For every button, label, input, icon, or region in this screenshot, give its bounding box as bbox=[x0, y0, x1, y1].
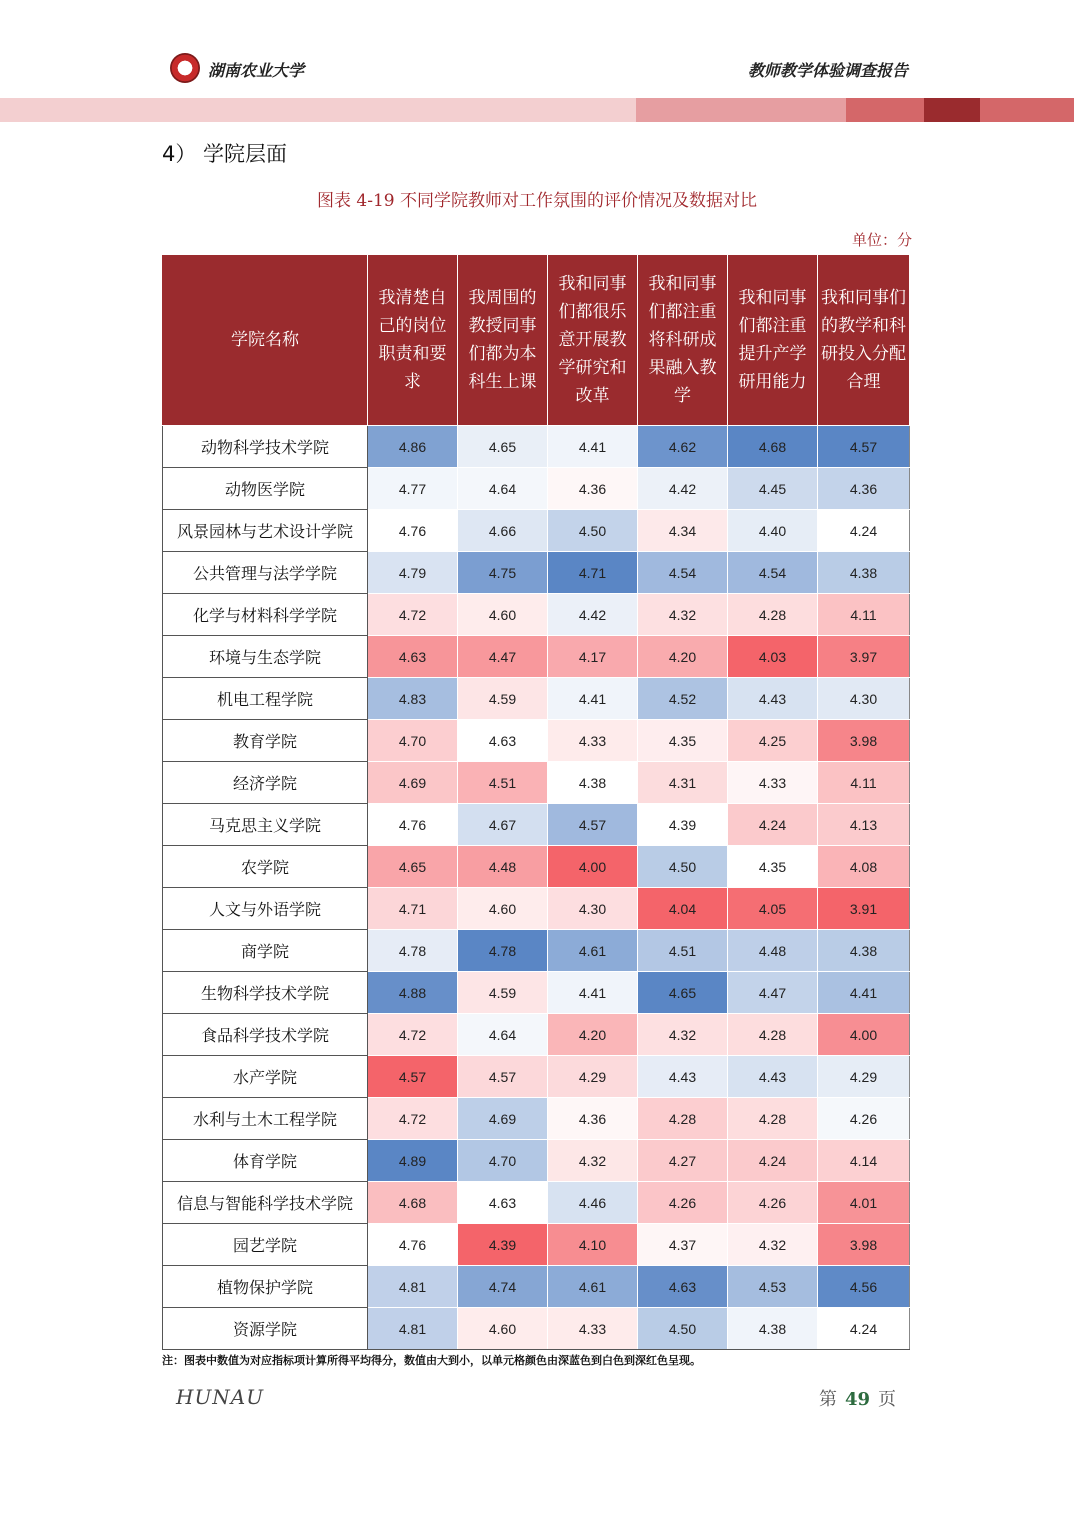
score-cell: 4.33 bbox=[728, 762, 818, 804]
score-cell: 4.41 bbox=[818, 972, 910, 1014]
score-cell: 4.37 bbox=[638, 1224, 728, 1266]
score-cell: 4.13 bbox=[818, 804, 910, 846]
college-name-cell: 食品科学技术学院 bbox=[163, 1014, 368, 1056]
page-number-label bbox=[819, 1385, 896, 1411]
score-cell: 4.57 bbox=[368, 1056, 458, 1098]
table-row bbox=[163, 846, 910, 888]
score-cell: 4.26 bbox=[818, 1098, 910, 1140]
table-row bbox=[163, 1224, 910, 1266]
score-cell: 4.43 bbox=[728, 678, 818, 720]
score-cell: 4.69 bbox=[368, 762, 458, 804]
table-row bbox=[163, 804, 910, 846]
table-row bbox=[163, 930, 910, 972]
score-cell: 4.72 bbox=[368, 594, 458, 636]
score-cell: 4.43 bbox=[638, 1056, 728, 1098]
column-header-6: 我和同事们的教学和科研投入分配合理 bbox=[818, 255, 910, 426]
score-cell: 4.68 bbox=[368, 1182, 458, 1224]
score-cell: 4.57 bbox=[458, 1056, 548, 1098]
score-cell: 4.10 bbox=[548, 1224, 638, 1266]
table-row bbox=[163, 1266, 910, 1308]
page-prefix: 第 bbox=[818, 1389, 837, 1410]
college-name-cell: 植物保护学院 bbox=[163, 1266, 368, 1308]
score-cell: 4.71 bbox=[368, 888, 458, 930]
score-cell: 4.47 bbox=[458, 636, 548, 678]
college-name-cell: 人文与外语学院 bbox=[163, 888, 368, 930]
score-cell: 4.28 bbox=[638, 1098, 728, 1140]
score-cell: 4.32 bbox=[638, 594, 728, 636]
score-cell: 4.41 bbox=[548, 678, 638, 720]
figure-caption: 图表 4-19 不同学院教师对工作氛围的评价情况及数据对比 bbox=[317, 191, 757, 211]
score-cell: 4.27 bbox=[638, 1140, 728, 1182]
score-cell: 4.50 bbox=[638, 1308, 728, 1350]
column-header-2: 我周围的教授同事们都为本科生上课 bbox=[458, 255, 548, 426]
table-row bbox=[163, 594, 910, 636]
college-name-cell: 农学院 bbox=[163, 846, 368, 888]
score-cell: 4.64 bbox=[458, 468, 548, 510]
score-cell: 3.98 bbox=[818, 720, 910, 762]
page-number: 49 bbox=[844, 1389, 870, 1410]
table-row bbox=[163, 1182, 910, 1224]
score-cell: 4.32 bbox=[728, 1224, 818, 1266]
score-cell: 4.72 bbox=[368, 1014, 458, 1056]
table-row bbox=[163, 1308, 910, 1350]
score-cell: 4.65 bbox=[638, 972, 728, 1014]
score-cell: 4.39 bbox=[458, 1224, 548, 1266]
score-cell: 4.26 bbox=[638, 1182, 728, 1224]
page-suffix: 页 bbox=[878, 1389, 896, 1410]
score-cell: 4.54 bbox=[638, 552, 728, 594]
score-cell: 4.24 bbox=[818, 1308, 910, 1350]
score-cell: 4.56 bbox=[818, 1266, 910, 1308]
score-cell: 4.35 bbox=[638, 720, 728, 762]
score-cell: 4.28 bbox=[728, 594, 818, 636]
table-row bbox=[163, 426, 910, 468]
score-cell: 4.69 bbox=[458, 1098, 548, 1140]
score-cell: 4.17 bbox=[548, 636, 638, 678]
score-cell: 4.51 bbox=[458, 762, 548, 804]
college-name-cell: 经济学院 bbox=[163, 762, 368, 804]
college-name-cell: 水利与土木工程学院 bbox=[163, 1098, 368, 1140]
college-name-cell: 体育学院 bbox=[163, 1140, 368, 1182]
college-name-cell: 风景园林与艺术设计学院 bbox=[163, 510, 368, 552]
table-row bbox=[163, 888, 910, 930]
score-cell: 4.36 bbox=[818, 468, 910, 510]
score-cell: 4.11 bbox=[818, 594, 910, 636]
score-cell: 4.40 bbox=[728, 510, 818, 552]
score-cell: 4.04 bbox=[638, 888, 728, 930]
score-cell: 4.34 bbox=[638, 510, 728, 552]
score-cell: 4.64 bbox=[458, 1014, 548, 1056]
score-cell: 4.79 bbox=[368, 552, 458, 594]
score-cell: 4.59 bbox=[458, 972, 548, 1014]
score-cell: 4.36 bbox=[548, 468, 638, 510]
score-cell: 4.24 bbox=[818, 510, 910, 552]
column-header-3: 我和同事们都很乐意开展教学研究和改革 bbox=[548, 255, 638, 426]
score-cell: 4.88 bbox=[368, 972, 458, 1014]
table-row bbox=[163, 1056, 910, 1098]
score-cell: 4.30 bbox=[818, 678, 910, 720]
score-cell: 4.77 bbox=[368, 468, 458, 510]
score-cell: 4.41 bbox=[548, 426, 638, 468]
score-cell: 4.46 bbox=[548, 1182, 638, 1224]
header-band-end bbox=[980, 98, 1074, 122]
score-cell: 4.30 bbox=[548, 888, 638, 930]
college-name-cell: 教育学院 bbox=[163, 720, 368, 762]
score-cell: 4.60 bbox=[458, 888, 548, 930]
header-university-name: 湖南农业大学 bbox=[208, 61, 305, 80]
score-cell: 4.89 bbox=[368, 1140, 458, 1182]
score-cell: 4.70 bbox=[368, 720, 458, 762]
college-name-cell: 动物科学技术学院 bbox=[163, 426, 368, 468]
score-cell: 4.81 bbox=[368, 1308, 458, 1350]
score-cell: 4.63 bbox=[458, 1182, 548, 1224]
score-cell: 4.47 bbox=[728, 972, 818, 1014]
score-cell: 4.66 bbox=[458, 510, 548, 552]
score-cell: 4.65 bbox=[368, 846, 458, 888]
score-cell: 4.42 bbox=[548, 594, 638, 636]
score-cell: 4.76 bbox=[368, 510, 458, 552]
table-body bbox=[163, 426, 910, 1350]
score-cell: 4.31 bbox=[638, 762, 728, 804]
university-seal-logo bbox=[170, 53, 200, 83]
score-cell: 4.14 bbox=[818, 1140, 910, 1182]
college-name-cell: 机电工程学院 bbox=[163, 678, 368, 720]
score-cell: 4.26 bbox=[728, 1182, 818, 1224]
column-header-5: 我和同事们都注重提升产学研用能力 bbox=[728, 255, 818, 426]
score-cell: 4.50 bbox=[548, 510, 638, 552]
score-cell: 3.91 bbox=[818, 888, 910, 930]
score-cell: 4.65 bbox=[458, 426, 548, 468]
table-header-row bbox=[163, 255, 910, 426]
score-cell: 4.63 bbox=[458, 720, 548, 762]
score-cell: 4.59 bbox=[458, 678, 548, 720]
score-cell: 4.38 bbox=[818, 552, 910, 594]
section-title: 4） 学院层面 bbox=[162, 142, 288, 166]
unit-label: 单位：分 bbox=[851, 231, 912, 249]
score-cell: 4.50 bbox=[638, 846, 728, 888]
score-cell: 4.08 bbox=[818, 846, 910, 888]
table-row bbox=[163, 720, 910, 762]
score-cell: 4.67 bbox=[458, 804, 548, 846]
score-cell: 4.52 bbox=[638, 678, 728, 720]
college-name-cell: 商学院 bbox=[163, 930, 368, 972]
score-cell: 4.45 bbox=[728, 468, 818, 510]
score-cell: 4.32 bbox=[548, 1140, 638, 1182]
score-cell: 4.61 bbox=[548, 1266, 638, 1308]
score-cell: 4.53 bbox=[728, 1266, 818, 1308]
table-row bbox=[163, 1014, 910, 1056]
score-cell: 4.72 bbox=[368, 1098, 458, 1140]
score-cell: 4.43 bbox=[728, 1056, 818, 1098]
score-cell: 4.36 bbox=[548, 1098, 638, 1140]
table-row bbox=[163, 468, 910, 510]
score-cell: 4.83 bbox=[368, 678, 458, 720]
table-row bbox=[163, 636, 910, 678]
score-cell: 4.20 bbox=[638, 636, 728, 678]
header-report-title: 教师教学体验调查报告 bbox=[747, 61, 908, 80]
score-cell: 4.76 bbox=[368, 804, 458, 846]
score-cell: 4.57 bbox=[548, 804, 638, 846]
table-row bbox=[163, 762, 910, 804]
score-cell: 4.35 bbox=[728, 846, 818, 888]
table-note: 注：图表中数值为对应指标项计算所得平均得分，数值由大到小，以单元格颜色由深蓝色到白色到深红色呈现。 bbox=[162, 1354, 701, 1367]
header-band-light bbox=[0, 98, 636, 122]
score-cell: 4.74 bbox=[458, 1266, 548, 1308]
header-band-strong bbox=[846, 98, 924, 122]
score-cell: 4.03 bbox=[728, 636, 818, 678]
score-cell: 4.33 bbox=[548, 720, 638, 762]
college-name-cell: 生物科学技术学院 bbox=[163, 972, 368, 1014]
score-cell: 4.38 bbox=[728, 1308, 818, 1350]
score-cell: 4.78 bbox=[458, 930, 548, 972]
score-cell: 4.29 bbox=[818, 1056, 910, 1098]
score-cell: 4.28 bbox=[728, 1014, 818, 1056]
score-cell: 4.01 bbox=[818, 1182, 910, 1224]
score-cell: 4.42 bbox=[638, 468, 728, 510]
column-header-1: 我清楚自己的岗位职责和要求 bbox=[368, 255, 458, 426]
table-row bbox=[163, 510, 910, 552]
college-name-cell: 马克思主义学院 bbox=[163, 804, 368, 846]
score-cell: 4.48 bbox=[728, 930, 818, 972]
header-band-dark bbox=[924, 98, 980, 122]
score-cell: 4.68 bbox=[728, 426, 818, 468]
score-cell: 4.32 bbox=[638, 1014, 728, 1056]
score-cell: 4.78 bbox=[368, 930, 458, 972]
score-cell: 4.76 bbox=[368, 1224, 458, 1266]
college-name-cell: 化学与材料科学学院 bbox=[163, 594, 368, 636]
college-name-cell: 资源学院 bbox=[163, 1308, 368, 1350]
college-name-cell: 公共管理与法学学院 bbox=[163, 552, 368, 594]
heatmap-table bbox=[162, 254, 910, 1350]
college-name-cell: 动物医学院 bbox=[163, 468, 368, 510]
score-cell: 4.63 bbox=[638, 1266, 728, 1308]
score-cell: 4.39 bbox=[638, 804, 728, 846]
score-cell: 4.25 bbox=[728, 720, 818, 762]
score-cell: 4.54 bbox=[728, 552, 818, 594]
score-cell: 4.62 bbox=[638, 426, 728, 468]
score-cell: 4.24 bbox=[728, 1140, 818, 1182]
score-cell: 4.71 bbox=[548, 552, 638, 594]
score-cell: 4.00 bbox=[548, 846, 638, 888]
column-header-college: 学院名称 bbox=[163, 255, 368, 426]
score-cell: 4.41 bbox=[548, 972, 638, 1014]
score-cell: 3.97 bbox=[818, 636, 910, 678]
score-cell: 4.70 bbox=[458, 1140, 548, 1182]
college-name-cell: 环境与生态学院 bbox=[163, 636, 368, 678]
score-cell: 4.28 bbox=[728, 1098, 818, 1140]
table-row bbox=[163, 1140, 910, 1182]
score-cell: 4.57 bbox=[818, 426, 910, 468]
score-cell: 4.60 bbox=[458, 1308, 548, 1350]
college-name-cell: 园艺学院 bbox=[163, 1224, 368, 1266]
score-cell: 4.24 bbox=[728, 804, 818, 846]
table-row bbox=[163, 678, 910, 720]
score-cell: 4.00 bbox=[818, 1014, 910, 1056]
score-cell: 4.48 bbox=[458, 846, 548, 888]
header-band-mid bbox=[636, 98, 846, 122]
score-cell: 4.38 bbox=[548, 762, 638, 804]
score-cell: 4.51 bbox=[638, 930, 728, 972]
table-row bbox=[163, 552, 910, 594]
score-cell: 4.05 bbox=[728, 888, 818, 930]
table-row bbox=[163, 972, 910, 1014]
score-cell: 4.63 bbox=[368, 636, 458, 678]
college-name-cell: 水产学院 bbox=[163, 1056, 368, 1098]
score-cell: 4.11 bbox=[818, 762, 910, 804]
score-cell: 4.81 bbox=[368, 1266, 458, 1308]
footer-brand: HUNAU bbox=[176, 1385, 265, 1409]
table-row bbox=[163, 1098, 910, 1140]
score-cell: 3.98 bbox=[818, 1224, 910, 1266]
score-cell: 4.61 bbox=[548, 930, 638, 972]
score-cell: 4.29 bbox=[548, 1056, 638, 1098]
score-cell: 4.33 bbox=[548, 1308, 638, 1350]
score-cell: 4.20 bbox=[548, 1014, 638, 1056]
column-header-4: 我和同事们都注重将科研成果融入教学 bbox=[638, 255, 728, 426]
score-cell: 4.86 bbox=[368, 426, 458, 468]
college-name-cell: 信息与智能科学技术学院 bbox=[163, 1182, 368, 1224]
score-cell: 4.60 bbox=[458, 594, 548, 636]
score-cell: 4.75 bbox=[458, 552, 548, 594]
score-cell: 4.38 bbox=[818, 930, 910, 972]
